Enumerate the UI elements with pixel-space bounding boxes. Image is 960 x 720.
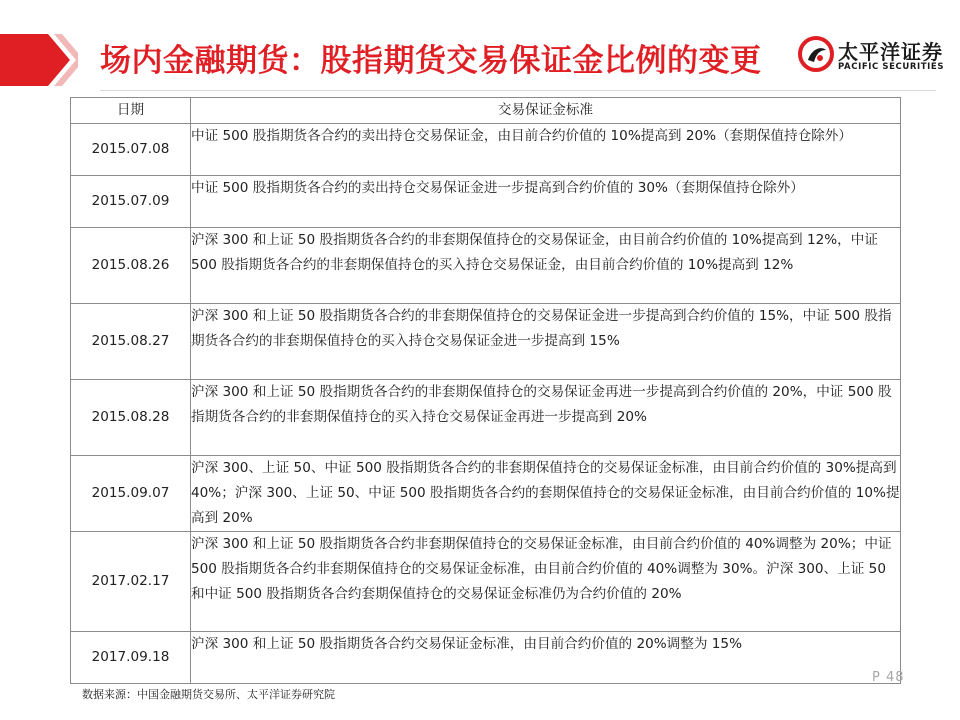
table-row — [71, 228, 901, 304]
row-date: 2015.08.26 — [71, 228, 191, 304]
row-standard: 中证 500 股指期货各合约的卖出持仓交易保证金，由目前合约价值的 10%提高到 20%（套期保值持仓除外） — [191, 124, 901, 176]
table-row — [71, 380, 901, 456]
row-standard: 沪深 300 和上证 50 股指期货各合约非套期保值持仓的交易保证金标准，由目前合约价值的 40%调整为 20%；中证 500 股指期货各合约非套期保值持仓的交易保证金标准，由目前合约价值的 40%调整为 30%。沪深 300、上证 50 和中证 500 股指期货各合约套期保值持仓的交易保证金标准仍为合约价值的 20% — [191, 532, 901, 632]
margin-standard-table — [70, 97, 901, 684]
row-date: 2015.07.09 — [71, 176, 191, 228]
table-row — [71, 124, 901, 176]
page-title: 场内金融期货：股指期货交易保证金比例的变更 — [100, 43, 762, 79]
logo-emblem-icon — [798, 36, 834, 72]
data-source-note: 数据来源：中国金融期货交易所、太平洋证券研究院 — [82, 688, 335, 701]
row-date: 2015.09.07 — [71, 456, 191, 532]
table-row — [71, 632, 901, 684]
title-banner-decoration — [0, 34, 78, 86]
page-number: P 48 — [872, 670, 905, 685]
row-standard: 沪深 300 和上证 50 股指期货各合约交易保证金标准，由目前合约价值的 20%调整为 15% — [191, 632, 901, 684]
table-row — [71, 176, 901, 228]
table-row — [71, 456, 901, 532]
table-header-row — [71, 98, 901, 124]
row-standard: 沪深 300、上证 50、中证 500 股指期货各合约的非套期保值持仓的交易保证金标准，由目前合约价值的 30%提高到 40%；沪深 300、上证 50、中证 500 股指期货各合约的套期保值持仓的交易保证金标准，由目前合约价值的 10%提高到 20% — [191, 456, 901, 532]
header-standard: 交易保证金标准 — [191, 98, 901, 124]
table-row — [71, 532, 901, 632]
row-date: 2017.09.18 — [71, 632, 191, 684]
row-standard: 中证 500 股指期货各合约的卖出持仓交易保证金进一步提高到合约价值的 30%（套期保值持仓除外） — [191, 176, 901, 228]
title-divider — [100, 90, 936, 91]
row-standard: 沪深 300 和上证 50 股指期货各合约的非套期保值持仓的交易保证金，由目前合约价值的 10%提高到 12%，中证 500 股指期货各合约的非套期保值持仓的买入持仓交易保证金，由目前合约价值的 10%提高到 12% — [191, 228, 901, 304]
row-date: 2015.08.28 — [71, 380, 191, 456]
row-date: 2015.08.27 — [71, 304, 191, 380]
table-row — [71, 304, 901, 380]
row-standard: 沪深 300 和上证 50 股指期货各合约的非套期保值持仓的交易保证金再进一步提高到合约价值的 20%，中证 500 股指期货各合约的非套期保值持仓的买入持仓交易保证金再进一步提高到 20% — [191, 380, 901, 456]
logo-text-en: PACIFIC SECURITIES — [838, 62, 945, 72]
row-date: 2015.07.08 — [71, 124, 191, 176]
row-standard: 沪深 300 和上证 50 股指期货各合约的非套期保值持仓的交易保证金进一步提高到合约价值的 15%，中证 500 股指期货各合约的非套期保值持仓的买入持仓交易保证金进一步提高到 15% — [191, 304, 901, 380]
company-logo — [798, 34, 945, 78]
logo-text-cn: 太平洋证券 — [838, 40, 943, 64]
header-date: 日期 — [71, 98, 191, 124]
row-date: 2017.02.17 — [71, 532, 191, 632]
